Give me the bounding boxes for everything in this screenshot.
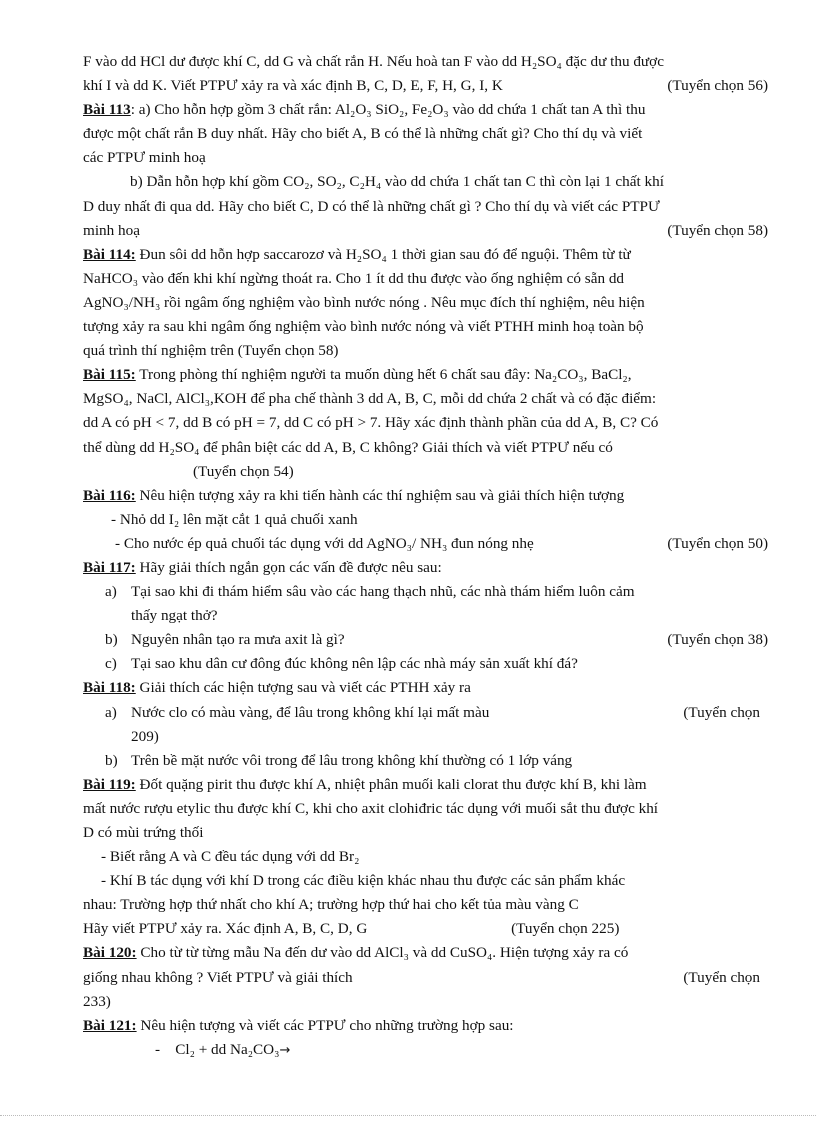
text-line: NaHCO₃ vào đến khi khí ngừng thoát ra. Cho 1 ít dd thu được vào ống nghiệm có sẵn dd bbox=[83, 269, 625, 287]
text-line: được một chất rắn B duy nhất. Hãy cho biết A, B có thể là những chất gì? Cho thí dụ và viết bbox=[83, 125, 643, 143]
line-text: Nêu hiện tượng xảy ra khi tiến hành các thí nghiệm sau và giải thích hiện tượng bbox=[135, 486, 625, 504]
source-citation: (Tuyển chọn bbox=[683, 968, 760, 986]
line-text: khí I và dd K. Viết PTPƯ xảy ra và xác định B, C, D, E, F, H, G, I, K bbox=[83, 77, 503, 95]
line-text: Cho từ từ từng mẫu Na đến dư vào dd AlCl₃ và dd CuSO₄. Hiện tượng xảy ra có bbox=[136, 944, 629, 962]
exercise-117 bbox=[83, 556, 768, 580]
list-marker: - bbox=[155, 1040, 161, 1058]
text-line: D duy nhất đi qua dd. Hãy cho biết C, D có thể là những chất gì ? Cho thí dụ và viết các PTPƯ bbox=[83, 197, 660, 215]
text-line: b) Dẫn hỗn hợp khí gồm CO₂, SO₂, C₂H₄ vào dd chứa 1 chất tan C thì còn lại 1 chất khí bbox=[130, 173, 664, 191]
list-item bbox=[83, 580, 768, 628]
text-line: dd A có pH < 7, dd B có pH = 7, dd C có pH > 7. Hãy xác định thành phần của dd A, B, C? Có bbox=[83, 414, 659, 432]
source-citation: (Tuyển chọn 50) bbox=[667, 534, 768, 552]
list-text: Tại sao khu dân cư đông đúc không nên lập các nhà máy sản xuất khí đá? bbox=[131, 655, 578, 673]
line-text: Giải thích các hiện tượng sau và viết các PTHH xảy ra bbox=[135, 679, 471, 697]
list-marker: a) bbox=[105, 583, 117, 601]
line-text: Nguyên nhân tạo ra mưa axit là gì? bbox=[131, 631, 345, 649]
exercise-118 bbox=[83, 676, 768, 700]
list-marker: c) bbox=[105, 655, 117, 673]
page-border bbox=[0, 1115, 816, 1116]
source-citation: (Tuyển chọn 38) bbox=[667, 631, 768, 649]
equation-line bbox=[83, 1038, 768, 1063]
line-text: - Cho nước ép quả chuối tác dụng với dd AgNO₃/ NH₃ đun nóng nhẹ bbox=[115, 534, 534, 552]
source-citation: (Tuyển chọn 58) bbox=[667, 221, 768, 239]
line-text: Hãy giải thích ngắn gọn các vấn đề được nêu sau: bbox=[135, 558, 442, 576]
list-item bbox=[83, 701, 768, 749]
list-text bbox=[131, 701, 768, 749]
exercise-115 bbox=[83, 363, 768, 387]
exercise-title: Bài 117: bbox=[83, 558, 136, 576]
text-line bbox=[83, 74, 768, 98]
list-item: - Nhỏ dd I₂ lên mặt cắt 1 quả chuối xanh bbox=[111, 510, 358, 528]
document-page bbox=[83, 50, 768, 1063]
list-marker: b) bbox=[105, 631, 118, 649]
list-marker: b) bbox=[105, 751, 118, 769]
exercise-title: Bài 120: bbox=[83, 944, 137, 962]
exercise-120 bbox=[83, 941, 768, 965]
list-item: - Biết rằng A và C đều tác dụng với dd Br₂ bbox=[101, 848, 360, 866]
line-text: Nước clo có màu vàng, để lâu trong không khí lại mất màu bbox=[131, 703, 490, 721]
list-text bbox=[131, 580, 768, 628]
exercise-title: Bài 116: bbox=[83, 486, 136, 504]
list-item bbox=[83, 652, 768, 676]
line-text: Hãy viết PTPƯ xảy ra. Xác định A, B, C, D, G bbox=[83, 920, 368, 938]
reaction-arrow-icon: → bbox=[279, 1042, 291, 1058]
list-marker: a) bbox=[105, 703, 117, 721]
source-citation: (Tuyển chọn 56) bbox=[667, 77, 768, 95]
list-item: - Khí B tác dụng với khí D trong các điều kiện khác nhau thu được các sản phẩm khác bbox=[101, 872, 626, 890]
source-citation: (Tuyển chọn 54) bbox=[193, 462, 294, 480]
list-text: Trên bề mặt nước vôi trong để lâu trong không khí thường có 1 lớp váng bbox=[131, 751, 573, 769]
list-item bbox=[83, 532, 768, 556]
text-line bbox=[83, 966, 768, 990]
text-line: tượng xảy ra sau khi ngâm ống nghiệm vào bình nước nóng và viết PTHH minh hoạ toàn bộ bbox=[83, 318, 644, 336]
line-text: 209) bbox=[131, 727, 159, 745]
text-line: mất nước rượu etylic thu được khí C, khi cho axit clohiđric tác dụng với muối sắt thu được khí bbox=[83, 799, 659, 817]
line-text: Đun sôi dd hỗn hợp saccarozơ và H₂SO₄ 1 thời gian sau đó để nguội. Thêm từ từ bbox=[135, 245, 631, 263]
text-line: nhau: Trường hợp thứ nhất cho khí A; trường hợp thứ hai cho kết tủa màu vàng C bbox=[83, 896, 579, 914]
exercise-121 bbox=[83, 1014, 768, 1038]
exercise-114 bbox=[83, 243, 768, 267]
exercise-title: Bài 113 bbox=[83, 101, 131, 119]
list-item bbox=[83, 628, 768, 652]
text-line: F vào dd HCl dư được khí C, dd G và chất rắn H. Nếu hoà tan F vào dd H₂SO₄ đặc dư thu được bbox=[83, 53, 664, 70]
text-line: 233) bbox=[83, 992, 111, 1010]
line-text: Nêu hiện tượng và viết các PTPƯ cho những trường hợp sau: bbox=[136, 1016, 514, 1034]
text-line: MgSO₄, NaCl, AlCl₃,KOH để pha chế thành 3 dd A, B, C, mỗi dd chứa 2 chất và có đặc điểm: bbox=[83, 390, 657, 408]
text-line: các PTPƯ minh hoạ bbox=[83, 149, 206, 167]
text-line: D có mùi trứng thối bbox=[83, 824, 204, 841]
exercise-title: Bài 118: bbox=[83, 679, 136, 697]
source-citation: (Tuyển chọn bbox=[683, 703, 760, 721]
exercise-113 bbox=[83, 98, 768, 122]
text-line bbox=[83, 219, 768, 243]
equation-text: Cl₂ + dd Na₂CO₃ bbox=[175, 1040, 280, 1058]
line-text: thấy ngạt thở? bbox=[131, 607, 218, 625]
text-line: thể dùng dd H₂SO₄ để phân biệt các dd A, B, C không? Giải thích và viết PTPƯ nếu có bbox=[83, 438, 613, 456]
list-text bbox=[131, 628, 768, 652]
text-line bbox=[83, 917, 768, 941]
exercise-116 bbox=[83, 484, 768, 508]
exercise-119 bbox=[83, 773, 768, 797]
exercise-title: Bài 119: bbox=[83, 775, 136, 793]
exercise-title: Bài 114: bbox=[83, 245, 136, 263]
line-text: Đốt quặng pirit thu được khí A, nhiệt phân muối kali clorat thu được khí B, khi làm bbox=[135, 775, 647, 793]
line-text: Tại sao khi đi thám hiểm sâu vào các hang thạch nhũ, các nhà thám hiểm luôn cảm bbox=[131, 583, 635, 601]
exercise-title: Bài 115: bbox=[83, 366, 136, 384]
line-text: Trong phòng thí nghiệm người ta muốn dùng hết 6 chất sau đây: Na₂CO₃, BaCl₂, bbox=[135, 366, 632, 384]
line-text: giống nhau không ? Viết PTPƯ và giải thích bbox=[83, 968, 353, 986]
source-citation: (Tuyển chọn 225) bbox=[511, 920, 620, 938]
text-line: quá trình thí nghiệm trên (Tuyển chọn 58) bbox=[83, 342, 339, 360]
list-item bbox=[83, 749, 768, 773]
line-text: minh hoạ bbox=[83, 221, 140, 239]
line-text: : a) Cho hỗn hợp gồm 3 chất rắn: Al₂O₃ SiO₂, Fe₂O₃ vào dd chứa 1 chất tan A thì thu bbox=[130, 101, 646, 119]
exercise-title: Bài 121: bbox=[83, 1016, 137, 1034]
text-line: AgNO₃/NH₃ rồi ngâm ống nghiệm vào bình nước nóng . Nêu mục đích thí nghiệm, nêu hiện bbox=[83, 293, 645, 311]
